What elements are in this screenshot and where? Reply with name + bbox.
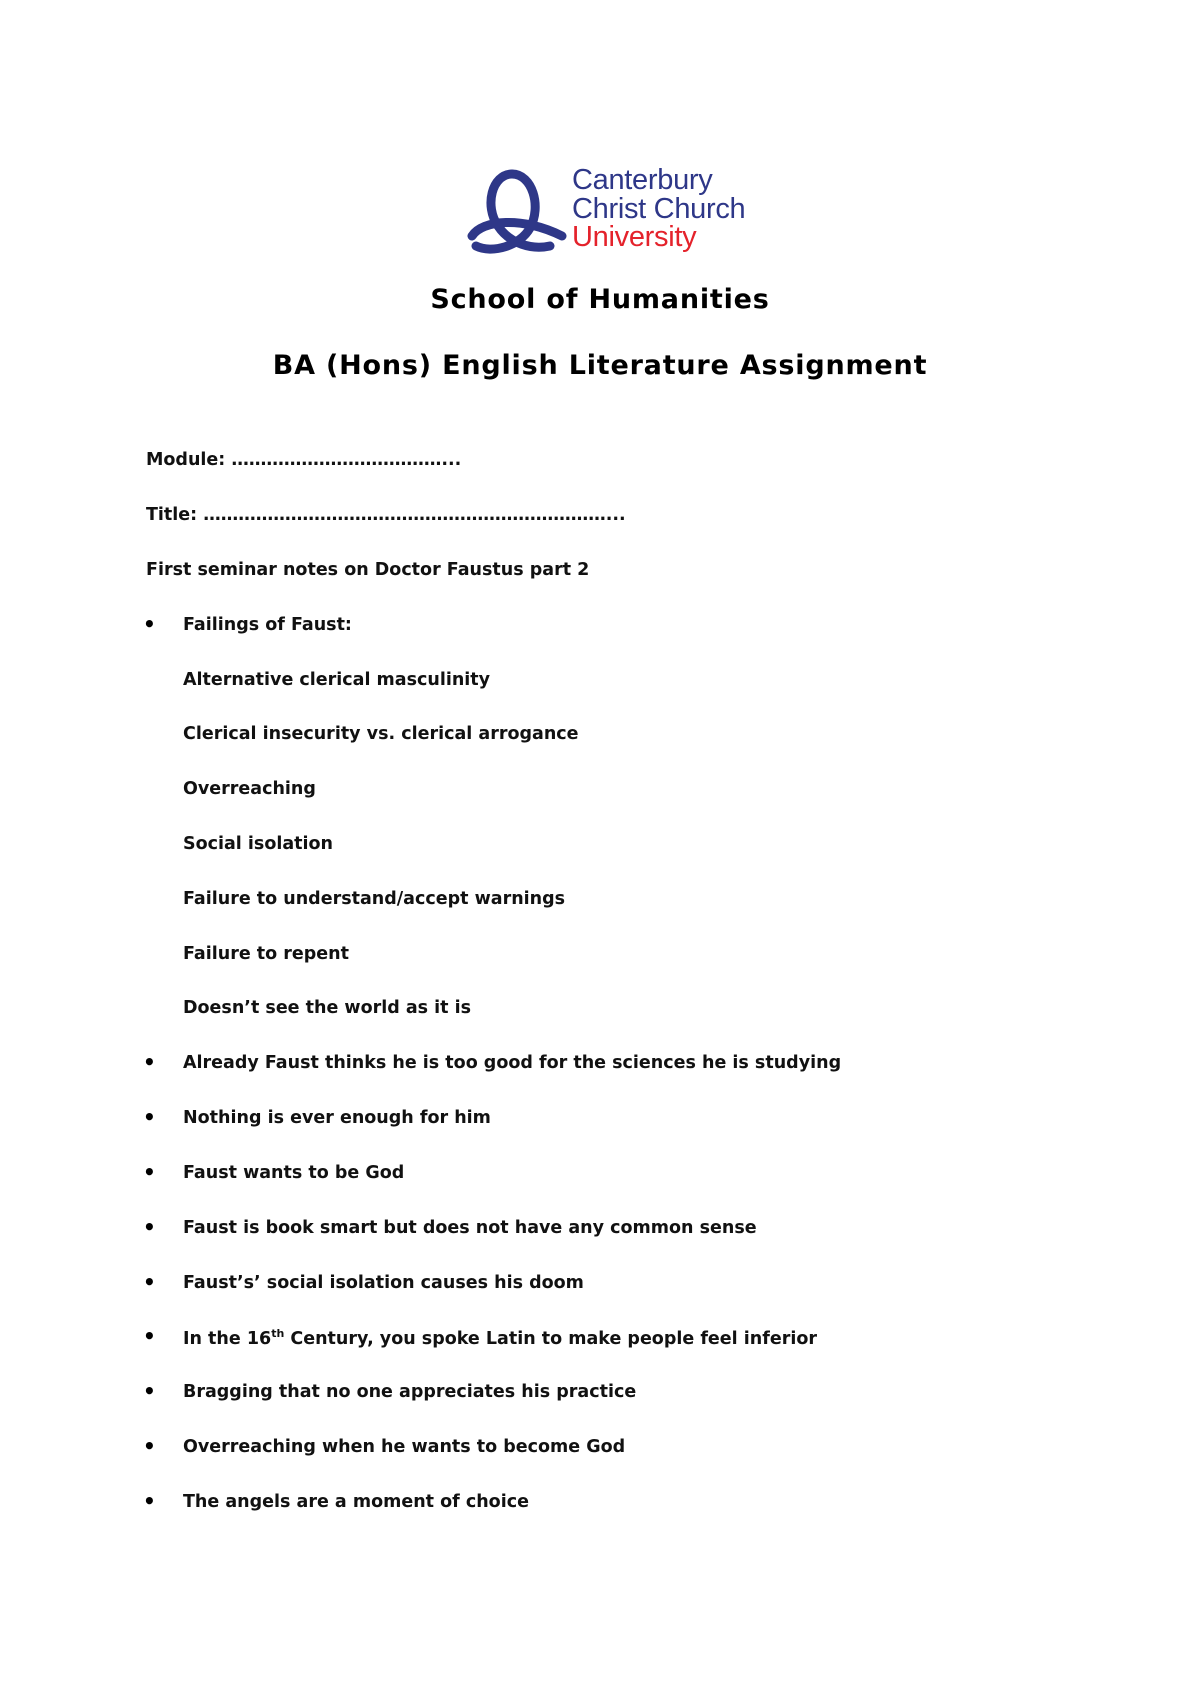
failing-item: Failure to repent — [183, 944, 349, 964]
failings-heading: Failings of Faust: — [183, 615, 352, 635]
logo-wordmark — [572, 166, 745, 252]
bullet-icon: • — [143, 612, 156, 636]
bullet-icon: • — [143, 1379, 156, 1403]
failing-item: Social isolation — [183, 834, 333, 854]
bullet-icon: • — [143, 1489, 156, 1513]
trinity-knot-icon — [462, 166, 574, 262]
note-point: Overreaching when he wants to become God — [183, 1437, 626, 1457]
note-point: Already Faust thinks he is too good for the sciences he is studying — [183, 1053, 842, 1073]
note-point: The angels are a moment of choice — [183, 1492, 529, 1512]
school-heading: School of Humanities — [430, 284, 770, 315]
note-point-prefix: In the 16 — [183, 1328, 272, 1349]
bullet-icon: • — [143, 1160, 156, 1184]
bullet-icon: • — [143, 1215, 156, 1239]
university-logo — [462, 166, 772, 262]
logo-line-university: University — [572, 221, 697, 253]
note-point-rest: Century, you spoke Latin to make people feel inferior — [290, 1328, 817, 1349]
logo-line-christ-church: Christ Church — [572, 192, 746, 225]
bullet-icon: • — [143, 1324, 156, 1348]
note-point: Faust wants to be God — [183, 1163, 405, 1183]
note-point: Faust’s’ social isolation causes his doom — [183, 1273, 584, 1293]
notes-heading: First seminar notes on Doctor Faustus part 2 — [146, 560, 590, 580]
note-point: Nothing is ever enough for him — [183, 1108, 491, 1128]
note-point: Bragging that no one appreciates his practice — [183, 1382, 637, 1402]
bullet-icon: • — [143, 1434, 156, 1458]
course-heading: BA (Hons) English Literature Assignment — [272, 350, 928, 381]
note-point — [183, 1327, 817, 1349]
bullet-icon: • — [143, 1105, 156, 1129]
logo-line-canterbury: Canterbury — [572, 164, 713, 196]
bullet-icon: • — [143, 1050, 156, 1074]
bullet-icon: • — [143, 1270, 156, 1294]
failing-item: Doesn’t see the world as it is — [183, 998, 472, 1018]
module-field: Module: ………………………………... — [146, 450, 462, 470]
failing-item: Failure to understand/accept warnings — [183, 889, 566, 909]
failing-item: Alternative clerical masculinity — [183, 670, 491, 690]
title-field: Title: ……………………………………………………………... — [146, 505, 626, 525]
ordinal-suffix: th — [271, 1327, 285, 1340]
note-point: Faust is book smart but does not have any common sense — [183, 1218, 757, 1238]
failing-item: Clerical insecurity vs. clerical arrogance — [183, 724, 579, 744]
failing-item: Overreaching — [183, 779, 316, 799]
